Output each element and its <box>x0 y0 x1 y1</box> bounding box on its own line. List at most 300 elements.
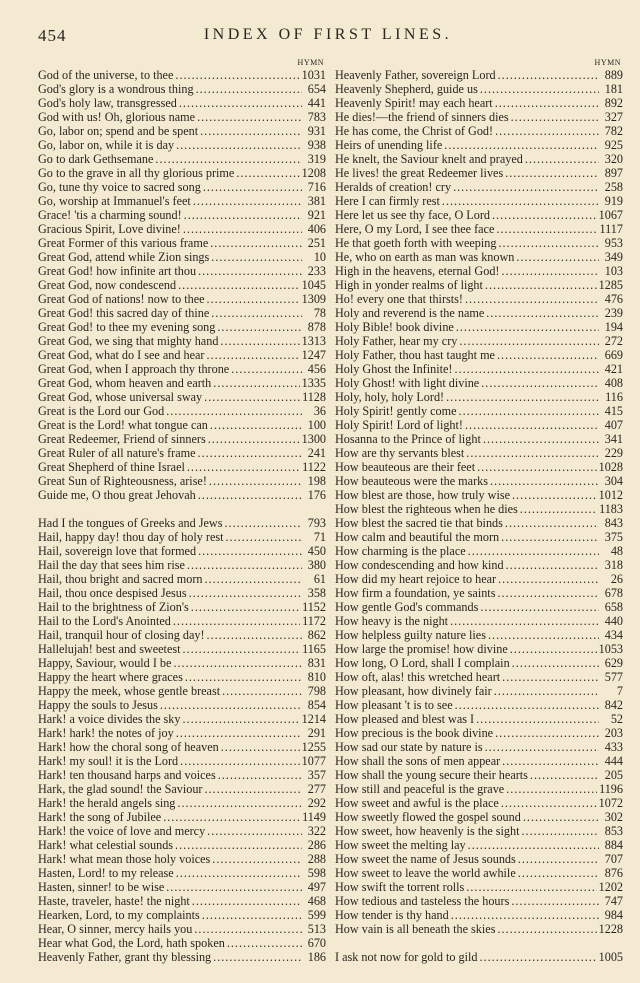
first-line-text: How sweet, how heavenly is the sight <box>335 824 520 838</box>
hymn-number: 381 <box>307 194 326 208</box>
hymn-number: 843 <box>604 516 623 530</box>
hymn-number: 26 <box>610 572 623 586</box>
index-entry <box>335 628 623 642</box>
hymn-number: 407 <box>604 418 623 432</box>
index-entry <box>38 460 326 474</box>
hymn-number: 358 <box>307 586 326 600</box>
dot-leader <box>496 222 597 236</box>
dot-leader <box>455 698 599 712</box>
hymn-number: 100 <box>307 418 326 432</box>
hymn-number: 931 <box>307 124 326 138</box>
first-line-text: Happy the meek, whose gentle breast <box>38 684 221 698</box>
index-entry <box>38 292 326 306</box>
index-group <box>335 950 623 964</box>
hymn-number: 1165 <box>302 642 326 656</box>
dot-leader <box>196 82 302 96</box>
hymn-number: 304 <box>604 474 623 488</box>
first-line-text: Holy Spirit! Lord of light! <box>335 418 463 432</box>
dot-leader <box>480 600 599 614</box>
dot-leader <box>176 866 302 880</box>
hymn-number: 36 <box>313 404 326 418</box>
index-entry <box>335 264 623 278</box>
hymn-number: 925 <box>604 138 623 152</box>
index-entry <box>38 894 326 908</box>
dot-leader <box>518 866 599 880</box>
hymn-number: 444 <box>604 754 623 768</box>
index-entry <box>38 698 326 712</box>
hymn-number: 421 <box>604 362 623 376</box>
first-line-text: He lives! the great Redeemer lives <box>335 166 504 180</box>
first-line-text: Great Shepherd of thine Israel <box>38 460 185 474</box>
index-entry <box>335 796 623 810</box>
index-entry <box>38 264 326 278</box>
hymn-number: 341 <box>604 432 623 446</box>
index-entry <box>38 180 326 194</box>
hymn-number: 468 <box>307 894 326 908</box>
dot-leader <box>210 418 302 432</box>
group-spacer <box>335 936 623 950</box>
first-line-text: Holy Spirit! gently come <box>335 404 457 418</box>
index-entry <box>38 684 326 698</box>
dot-leader <box>498 236 599 250</box>
dot-leader <box>521 824 599 838</box>
hymn-number: 938 <box>307 138 326 152</box>
first-line-text: Great God, when I approach thy throne <box>38 362 230 376</box>
dot-leader <box>454 362 599 376</box>
index-entry <box>335 208 623 222</box>
hymn-number: 116 <box>605 390 623 404</box>
hymn-number: 670 <box>307 936 326 950</box>
first-line-text: He, who on earth as man was known <box>335 250 515 264</box>
hymn-number: 251 <box>307 236 326 250</box>
index-entry <box>38 782 326 796</box>
hymn-number: 1149 <box>302 810 326 824</box>
hymn-number: 897 <box>604 166 623 180</box>
dot-leader <box>218 768 302 782</box>
first-line-text: Great Sun of Righteousness, arise! <box>38 474 207 488</box>
first-line-text: How sweet the name of Jesus sounds <box>335 852 516 866</box>
first-line-text: Hark! the herald angels sing <box>38 796 176 810</box>
index-entry <box>38 236 326 250</box>
first-line-text: How precious is the book divine <box>335 726 494 740</box>
first-line-text: Hasten, sinner! to be wise <box>38 880 165 894</box>
first-line-text: Haste, traveler, haste! the night <box>38 894 190 908</box>
hymn-number: 878 <box>307 320 326 334</box>
index-entry <box>38 670 326 684</box>
dot-leader <box>523 810 599 824</box>
first-line-text: Heavenly Shepherd, guide us <box>335 82 478 96</box>
first-line-text: Holy Father, hear my cry <box>335 334 458 348</box>
index-entry <box>38 124 326 138</box>
hymn-number: 1172 <box>302 614 326 628</box>
index-entry <box>335 656 623 670</box>
dot-leader <box>518 852 599 866</box>
first-line-text: Hark! hark! the notes of joy <box>38 726 174 740</box>
first-line-text: Hark! my soul! it is the Lord <box>38 754 179 768</box>
hymn-number: 1228 <box>598 922 623 936</box>
hymn-number: 375 <box>604 530 623 544</box>
first-line-text: Hear, O sinner, mercy hails you <box>38 922 193 936</box>
index-entry <box>335 838 623 852</box>
hymn-number: 1005 <box>598 950 623 964</box>
index-entry <box>38 306 326 320</box>
first-line-text: How beauteous were the marks <box>335 474 488 488</box>
hymn-number: 205 <box>604 768 623 782</box>
dot-leader <box>451 908 599 922</box>
index-entry <box>38 866 326 880</box>
first-line-text: Great God of nations! now to thee <box>38 292 205 306</box>
dot-leader <box>510 642 597 656</box>
hymn-number: 1012 <box>598 488 623 502</box>
hymn-number: 1152 <box>302 600 326 614</box>
first-line-text: Go, labor on; spend and be spent <box>38 124 199 138</box>
hymn-number: 884 <box>604 838 623 852</box>
dot-leader <box>495 124 599 138</box>
hymn-number: 497 <box>307 880 326 894</box>
index-entry <box>335 348 623 362</box>
first-line-text: Hark! the song of Jubilee <box>38 810 162 824</box>
first-line-text: How charming is the place <box>335 544 466 558</box>
first-line-text: Great God, whose universal sway <box>38 390 203 404</box>
index-entry <box>335 726 623 740</box>
dot-leader <box>501 264 599 278</box>
left-column <box>38 57 326 964</box>
dot-leader <box>520 502 597 516</box>
index-entry <box>38 544 326 558</box>
hymn-number: 456 <box>307 362 326 376</box>
dot-leader <box>483 432 599 446</box>
first-line-text: How tedious and tasteless the hours <box>335 894 510 908</box>
first-line-text: Hosanna to the Prince of light <box>335 432 481 446</box>
first-line-text: Hail, happy day! thou day of holy rest <box>38 530 224 544</box>
index-entry <box>335 600 623 614</box>
first-line-text: How still and peaceful is the grave <box>335 782 505 796</box>
hymn-number: 1117 <box>599 222 623 236</box>
index-entry <box>38 278 326 292</box>
index-entry <box>38 334 326 348</box>
dot-leader <box>502 670 599 684</box>
hymn-number: 415 <box>604 404 623 418</box>
hymn-number: 292 <box>307 796 326 810</box>
first-line-text: Holy Father, thou hast taught me <box>335 348 495 362</box>
dot-leader <box>217 320 302 334</box>
index-entry <box>38 558 326 572</box>
index-entry <box>335 166 623 180</box>
first-line-text: Great is the Lord! what tongue can <box>38 418 208 432</box>
dot-leader <box>166 880 302 894</box>
index-entry <box>335 894 623 908</box>
index-entry <box>38 152 326 166</box>
dot-leader <box>198 264 302 278</box>
index-entry <box>335 138 623 152</box>
index-entry <box>38 740 326 754</box>
dot-leader <box>193 194 302 208</box>
dot-leader <box>194 922 302 936</box>
index-entry <box>335 768 623 782</box>
hymn-number: 52 <box>610 712 623 726</box>
first-line-text: Heirs of unending life <box>335 138 443 152</box>
first-line-text: How blest are those, how truly wise <box>335 488 510 502</box>
first-line-text: Hail to the brightness of Zion's <box>38 600 189 614</box>
dot-leader <box>203 180 302 194</box>
hymn-number: 1214 <box>301 712 326 726</box>
index-entry <box>335 572 623 586</box>
first-line-text: Hark! what mean those holy voices <box>38 852 211 866</box>
dot-leader <box>204 390 300 404</box>
hymn-number: 1183 <box>599 502 623 516</box>
index-entry <box>335 418 623 432</box>
dot-leader <box>495 726 599 740</box>
dot-leader <box>175 838 302 852</box>
index-entry <box>335 278 623 292</box>
hymn-number: 198 <box>307 474 326 488</box>
dot-leader <box>222 684 302 698</box>
hymn-number: 658 <box>604 600 623 614</box>
hymn-number: 433 <box>604 740 623 754</box>
dot-leader <box>200 124 302 138</box>
first-line-text: Hasten, Lord! to my release <box>38 866 174 880</box>
first-line-text: Holy, holy, holy Lord! <box>335 390 445 404</box>
index-entry <box>335 460 623 474</box>
index-entry <box>335 124 623 138</box>
dot-leader <box>466 880 596 894</box>
hymn-number: 599 <box>307 908 326 922</box>
hymn-number: 277 <box>307 782 326 796</box>
hymn-number: 1335 <box>301 376 326 390</box>
first-line-text: Here let us see thy face, O Lord <box>335 208 490 222</box>
hymn-number: 233 <box>307 264 326 278</box>
dot-leader <box>179 96 302 110</box>
hymn-number: 440 <box>604 614 623 628</box>
first-line-text: How pleasant 't is to see <box>335 698 453 712</box>
index-entry <box>38 348 326 362</box>
index-entry <box>335 558 623 572</box>
dot-leader <box>202 908 302 922</box>
first-line-text: How swift the torrent rolls <box>335 880 465 894</box>
dot-leader <box>465 418 599 432</box>
dot-leader <box>485 740 599 754</box>
first-line-text: Here, O my Lord, I see thee face <box>335 222 495 236</box>
dot-leader <box>185 670 302 684</box>
index-entry <box>335 82 623 96</box>
first-line-text: How gentle God's commands <box>335 600 479 614</box>
index-entry <box>335 852 623 866</box>
hymn-number: 357 <box>307 768 326 782</box>
dot-leader <box>211 306 302 320</box>
dot-leader <box>498 572 599 586</box>
hymn-number: 629 <box>604 656 623 670</box>
hymn-number: 747 <box>604 894 623 908</box>
hymn-number: 1309 <box>301 292 326 306</box>
index-entry <box>335 68 623 82</box>
first-line-text: God's glory is a wondrous thing <box>38 82 194 96</box>
dot-leader <box>191 600 300 614</box>
index-entry <box>38 320 326 334</box>
index-entry <box>335 530 623 544</box>
first-line-text: How shall the sons of men appear <box>335 754 501 768</box>
hymn-number: 408 <box>604 376 623 390</box>
first-line-text: Hark, the glad sound! the Saviour <box>38 782 203 796</box>
hymn-number: 320 <box>604 152 623 166</box>
dot-leader <box>236 166 299 180</box>
first-line-text: Holy Ghost! with light divine <box>335 376 480 390</box>
first-line-text: Great God, whom heaven and earth <box>38 376 212 390</box>
hymn-number: 186 <box>307 950 326 964</box>
hymn-number: 322 <box>307 824 326 838</box>
index-entry <box>38 250 326 264</box>
first-line-text: Hail the day that sees him rise <box>38 558 185 572</box>
hymn-number: 258 <box>604 180 623 194</box>
first-line-text: Happy the souls to Jesus <box>38 698 158 712</box>
dot-leader <box>450 614 599 628</box>
dot-leader <box>198 488 302 502</box>
index-entry <box>38 194 326 208</box>
hymn-number: 406 <box>307 222 326 236</box>
dot-leader <box>207 292 300 306</box>
dot-leader <box>497 586 599 600</box>
first-line-text: Great God, we sing that mighty hand <box>38 334 219 348</box>
first-line-text: Go to the grave in all thy glorious prime <box>38 166 235 180</box>
page-title: INDEX OF FIRST LINES. <box>203 26 453 43</box>
index-entry <box>38 68 326 82</box>
dot-leader <box>506 558 599 572</box>
index-entry <box>335 432 623 446</box>
index-entry <box>38 488 326 502</box>
first-line-text: Hear what God, the Lord, hath spoken <box>38 936 225 950</box>
dot-leader <box>225 530 302 544</box>
index-entry <box>335 754 623 768</box>
hymn-number: 1313 <box>301 334 326 348</box>
hymn-number: 783 <box>307 110 326 124</box>
first-line-text: Great God! how infinite art thou <box>38 264 197 278</box>
hymn-number: 1077 <box>301 754 326 768</box>
dot-leader <box>505 166 599 180</box>
first-line-text: Hark! what celestial sounds <box>38 838 174 852</box>
hymn-number: 302 <box>604 810 623 824</box>
index-entry <box>38 726 326 740</box>
hymn-number: 1208 <box>301 166 326 180</box>
first-line-text: God of the universe, to thee <box>38 68 174 82</box>
index-entry <box>335 824 623 838</box>
index-entry <box>38 796 326 810</box>
first-line-text: How pleasant, how divinely fair <box>335 684 492 698</box>
hymn-number: 1128 <box>302 390 326 404</box>
first-line-text: How pleased and blest was I <box>335 712 475 726</box>
first-line-text: How sweet and awful is the place <box>335 796 499 810</box>
first-line-text: Heavenly Father, sovereign Lord <box>335 68 496 82</box>
index-entry <box>38 936 326 950</box>
index-entry <box>335 376 623 390</box>
index-entry <box>335 334 623 348</box>
first-line-text: How blest the sacred tie that binds <box>335 516 503 530</box>
group-spacer <box>38 502 326 516</box>
hymn-number: 441 <box>307 96 326 110</box>
dot-leader <box>166 404 302 418</box>
index-entry <box>335 194 623 208</box>
dot-leader <box>182 712 299 726</box>
index-entry <box>38 138 326 152</box>
first-line-text: Great God! to thee my evening song <box>38 320 216 334</box>
dot-leader <box>506 782 597 796</box>
first-line-text: He knelt, the Saviour knelt and prayed <box>335 152 523 166</box>
hymn-number: 876 <box>604 866 623 880</box>
dot-leader <box>224 516 302 530</box>
index-entry <box>38 362 326 376</box>
first-line-text: Heavenly Spirit! may each heart <box>335 96 493 110</box>
index-entry <box>38 642 326 656</box>
dot-leader <box>494 684 599 698</box>
dot-leader <box>213 950 302 964</box>
first-line-text: Go, labor on, while it is day <box>38 138 175 152</box>
dot-leader <box>498 68 599 82</box>
first-line-text: He has come, the Christ of God! <box>335 124 494 138</box>
index-entry <box>38 530 326 544</box>
first-line-text: How blest the righteous when he dies <box>335 502 518 516</box>
hymn-number: 810 <box>307 670 326 684</box>
first-line-text: Great God, attend while Zion sings <box>38 250 210 264</box>
hymn-number: 176 <box>307 488 326 502</box>
hymn-number: 1255 <box>301 740 326 754</box>
hymn-number: 78 <box>313 306 326 320</box>
dot-leader <box>163 810 300 824</box>
hymn-number: 862 <box>307 628 326 642</box>
hymn-number: 71 <box>313 530 326 544</box>
first-line-text: Hail, sovereign love that formed <box>38 544 197 558</box>
hymn-number: 286 <box>307 838 326 852</box>
hymn-number: 919 <box>604 194 623 208</box>
dot-leader <box>176 138 302 152</box>
index-entry <box>38 404 326 418</box>
dot-leader <box>512 656 599 670</box>
index-entry <box>38 768 326 782</box>
hymn-number: 476 <box>604 292 623 306</box>
dot-leader <box>505 516 599 530</box>
index-entry <box>335 222 623 236</box>
dot-leader <box>492 208 597 222</box>
index-entry <box>335 404 623 418</box>
hymn-number: 1045 <box>301 278 326 292</box>
index-entry <box>335 110 623 124</box>
index-entry <box>38 922 326 936</box>
dot-leader <box>212 852 302 866</box>
index-entry <box>38 82 326 96</box>
first-line-text: How condescending and how kind <box>335 558 504 572</box>
dot-leader <box>208 432 300 446</box>
first-line-text: Go to dark Gethsemane <box>38 152 154 166</box>
hymn-number: 892 <box>604 96 623 110</box>
index-entry <box>38 754 326 768</box>
first-line-text: How sad our state by nature is <box>335 740 483 754</box>
hymn-number: 1031 <box>301 68 326 82</box>
index-entry <box>335 320 623 334</box>
hymn-number: 669 <box>604 348 623 362</box>
dot-leader <box>488 628 599 642</box>
dot-leader <box>177 796 302 810</box>
index-entry <box>38 474 326 488</box>
dot-leader <box>456 320 599 334</box>
dot-leader <box>160 698 302 712</box>
first-line-text: How beauteous are their feet <box>335 460 476 474</box>
first-line-text: How sweet to leave the world awhile <box>335 866 516 880</box>
hymn-number: 1300 <box>301 432 326 446</box>
dot-leader <box>530 768 599 782</box>
page-header <box>38 26 618 46</box>
dot-leader <box>227 936 302 950</box>
hymn-number: 889 <box>604 68 623 82</box>
index-entry <box>335 698 623 712</box>
dot-leader <box>178 278 300 292</box>
index-entry <box>335 810 623 824</box>
